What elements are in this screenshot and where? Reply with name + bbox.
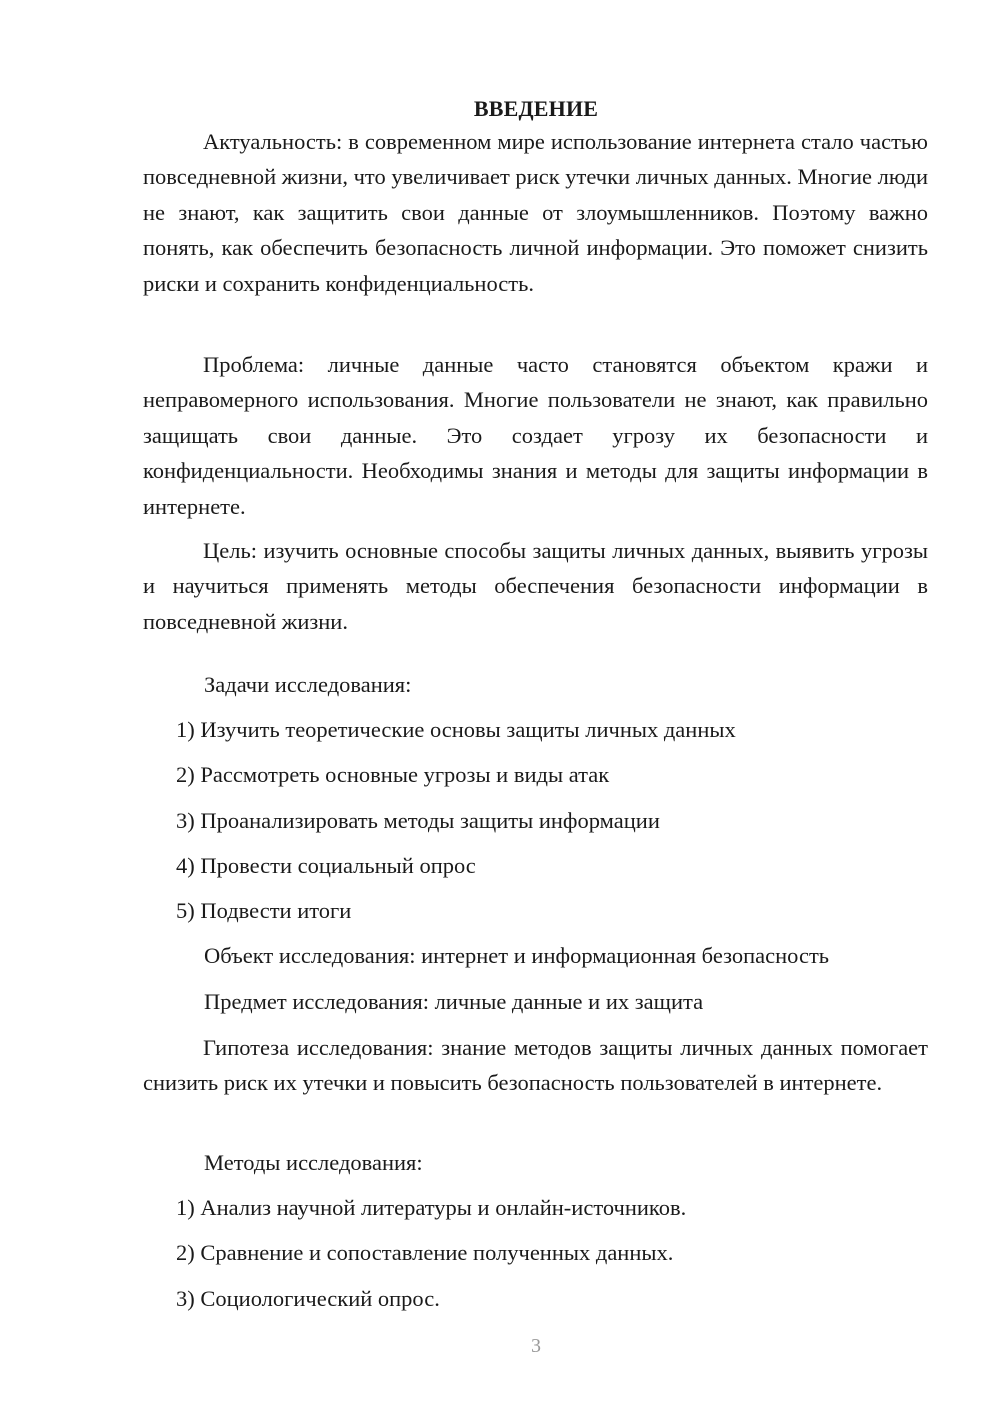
research-object: Объект исследования: интернет и информационная безопасность (204, 943, 830, 968)
page-title: ВВЕДЕНИЕ (473, 96, 599, 121)
method-item-3: 3) Социологический опрос. (176, 1286, 440, 1311)
method-item-1: 1) Анализ научной литературы и онлайн-источников. (176, 1195, 687, 1220)
task-item-1: 1) Изучить теоретические основы защиты личных данных (176, 717, 736, 742)
hypothesis-paragraph: Гипотеза исследования: знание методов защиты личных данных помогает снизить риск их утечки и повысить безопасность пользователей в интернете. (143, 1035, 928, 1096)
task-item-3: 3) Проанализировать методы защиты информации (176, 808, 660, 833)
page-number: 3 (531, 1335, 541, 1357)
tasks-heading: Задачи исследования: (204, 672, 412, 697)
task-item-4: 4) Провести социальный опрос (176, 853, 476, 878)
task-item-2: 2) Рассмотреть основные угрозы и виды атак (176, 762, 610, 787)
problem-paragraph: Проблема: личные данные часто становятся объектом кражи и неправомерного использования. Многие пользователи не знают, как правильно защищать свои данные. Это создает угрозу их безопасности и конфиденциальности. Необходимы знания и методы для защиты информации в интернете. (143, 352, 928, 519)
task-item-5: 5) Подвести итоги (176, 898, 352, 923)
method-item-2: 2) Сравнение и сопоставление полученных данных. (176, 1240, 674, 1265)
research-subject: Предмет исследования: личные данные и их защита (204, 989, 704, 1014)
relevance-paragraph: Актуальность: в современном мире использование интернета стало частью повседневной жизни, что увеличивает риск утечки личных данных. Многие люди не знают, как защитить свои данные от злоумышленников. Поэтому важно понять, как обеспечить безопасность личной информации. Это поможет снизить риски и сохранить конфиденциальность. (143, 129, 929, 296)
goal-paragraph: Цель: изучить основные способы защиты личных данных, выявить угрозы и научиться применять методы обеспечения безопасности информации в повседневной жизни. (143, 538, 928, 634)
methods-heading: Методы исследования: (204, 1150, 423, 1175)
